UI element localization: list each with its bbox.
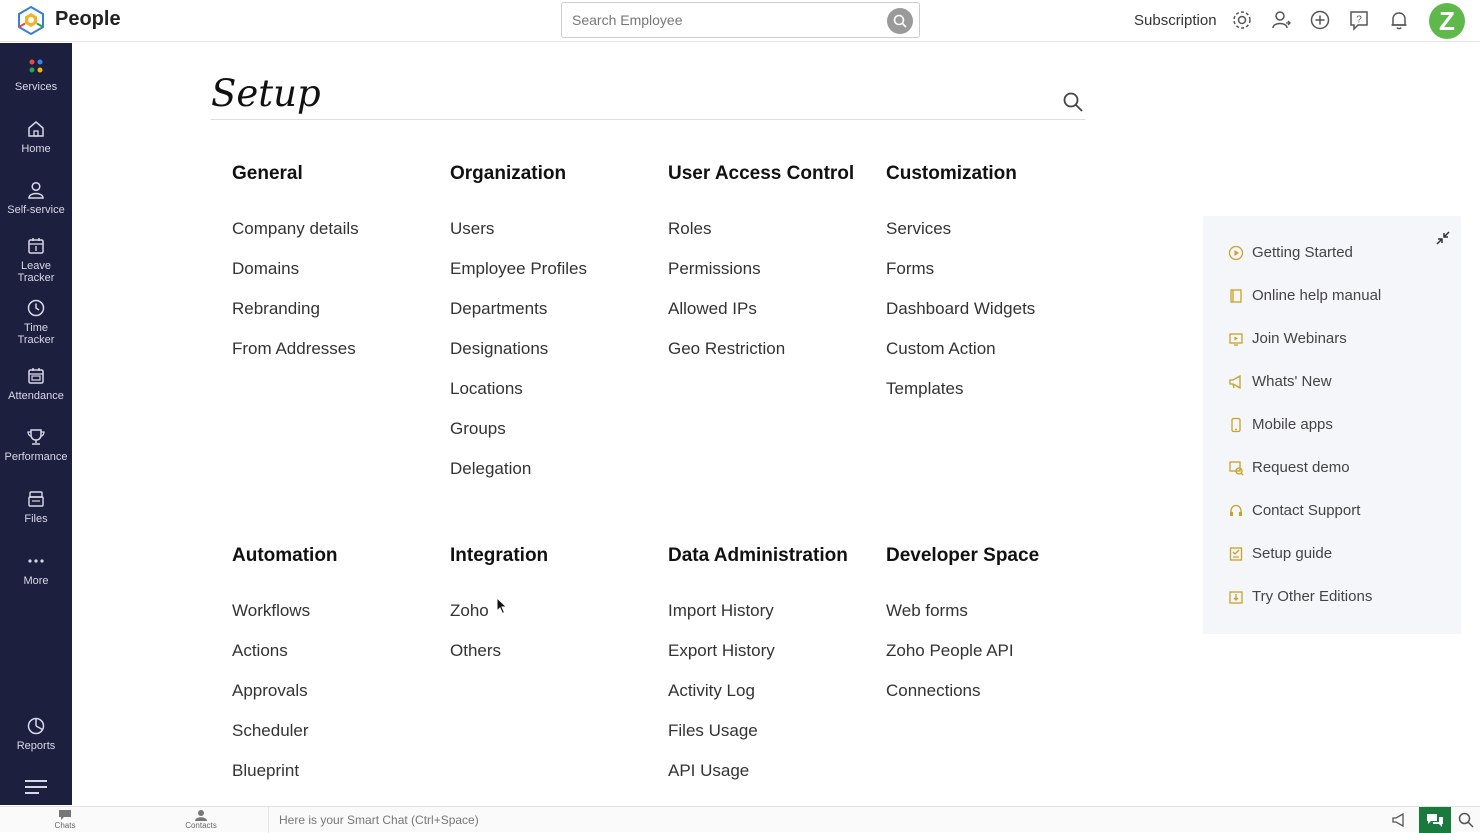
section-organization [450,163,660,499]
setup-link[interactable]: Roles [668,219,712,238]
employee-search-input[interactable] [562,3,862,37]
setup-link[interactable]: Actions [232,641,288,660]
chat-window-button[interactable] [1419,807,1451,833]
sidebar-item-more[interactable] [0,551,72,587]
setup-link[interactable]: Approvals [232,681,308,700]
section-heading: Organization [450,163,567,184]
add-circle-icon[interactable] [1309,9,1331,31]
search-button[interactable] [887,8,913,34]
pie-chart-icon [26,716,46,736]
setup-link[interactable]: From Addresses [232,339,356,358]
setup-link[interactable]: Custom Action [886,339,996,358]
headset-icon [1228,503,1244,519]
setup-link[interactable]: Domains [232,259,300,278]
sidebar-item-services[interactable] [0,57,72,93]
clock-icon [26,298,46,318]
demo-icon [1228,460,1244,476]
people-logo-icon[interactable] [16,5,46,35]
help-item-label: Whats' New [1252,373,1332,390]
section-heading: User Access Control [668,163,855,184]
setup-link[interactable]: Users [450,219,495,238]
help-item-label: Try Other Editions [1252,588,1373,605]
person-icon [26,180,46,200]
setup-link[interactable]: Templates [886,379,964,398]
page-title: Setup [211,72,321,115]
megaphone-icon [1228,374,1244,390]
help-item-label: Mobile apps [1252,416,1333,433]
setup-link[interactable]: Delegation [450,459,532,478]
setup-link[interactable]: Import History [668,601,774,620]
sidebar-item-time-tracker[interactable] [0,298,72,346]
setup-link[interactable]: Rebranding [232,299,320,318]
bottom-bar [0,806,1480,832]
help-item-label: Setup guide [1252,545,1333,562]
setup-link[interactable]: Company details [232,219,359,238]
setup-link[interactable]: Employee Profiles [450,259,588,278]
sidebar-item-reports[interactable] [0,716,72,752]
section-customization [886,163,1096,419]
services-dots-icon [26,57,46,77]
contacts-tab[interactable] [183,809,219,830]
smart-chat-input[interactable] [269,807,869,832]
setup-link[interactable]: Zoho [450,601,489,620]
contacts-icon [194,809,208,821]
setup-link[interactable]: Workflows [232,601,311,620]
setup-link[interactable]: API Usage [668,761,750,780]
setup-link[interactable]: Forms [886,259,935,278]
files-icon [26,489,46,509]
setup-link[interactable]: Services [886,219,952,238]
setup-search-icon[interactable] [1062,91,1084,113]
section-automation [232,545,442,801]
setup-link[interactable]: Departments [450,299,548,318]
setup-link[interactable]: Others [450,641,502,660]
help-item-getting-started[interactable] [1228,244,1353,261]
sidebar-item-attendance[interactable] [0,366,72,402]
gear-icon[interactable] [1231,9,1253,31]
sidebar-item-label: Attendance [8,390,64,402]
setup-link[interactable]: Web forms [886,601,968,620]
sidebar-item-self-service[interactable] [0,180,72,216]
section-heading: Developer Space [886,545,1040,566]
sidebar-item-label: Performance [4,451,68,463]
setup-link[interactable]: Permissions [668,259,761,278]
calendar-check-icon [26,366,46,386]
guide-icon [1228,546,1244,562]
book-icon [1228,288,1244,304]
help-item-contact-support[interactable] [1228,502,1360,519]
bottom-search-button[interactable] [1452,807,1480,833]
help-item-mobile-apps[interactable] [1228,416,1333,433]
help-item-setup-guide[interactable] [1228,545,1332,562]
search-icon [893,14,907,28]
help-item-label: Getting Started [1252,244,1353,261]
section-heading: Data Administration [668,545,848,566]
section-heading: Customization [886,163,1017,184]
sidebar-item-leave-tracker[interactable] [0,236,72,284]
setup-link[interactable]: Designations [450,339,549,358]
section-general [232,163,442,379]
help-item-label: Join Webinars [1252,330,1347,347]
collapse-icon[interactable] [1435,230,1451,246]
contacts-label: Contacts [185,821,217,830]
chats-tab[interactable] [50,809,80,830]
section-user-access-control [668,163,878,379]
section-developer-space [886,545,1096,721]
section-heading: Integration [450,545,549,566]
home-icon [26,119,46,139]
mouse-cursor-icon [496,597,508,615]
setup-link[interactable]: Blueprint [232,761,300,780]
help-item-label: Online help manual [1252,287,1382,304]
trophy-icon [26,427,46,447]
top-bar [0,0,1480,42]
sidebar-item-label: Time Tracker [17,322,55,346]
sidebar-item-files[interactable] [0,489,72,525]
title-divider [211,119,1085,120]
webinar-icon [1228,331,1244,347]
help-item-join-webinars[interactable] [1228,330,1347,347]
setup-link[interactable]: Export History [668,641,775,660]
section-heading: Automation [232,545,338,566]
app-title: People [55,8,121,30]
more-dots-icon [26,551,46,571]
sidebar-item-label: Leave Tracker [17,260,55,284]
setup-link[interactable]: Files Usage [668,721,758,740]
svg-text:?: ? [1356,14,1362,26]
help-item-label: Request demo [1252,459,1350,476]
setup-link[interactable]: Allowed IPs [668,299,757,318]
sidebar-item-label: Reports [16,740,56,752]
bell-icon[interactable] [1388,9,1410,31]
announcement-button[interactable] [1384,807,1414,833]
search-icon [1458,812,1474,828]
chats-label: Chats [54,821,76,830]
play-circle-icon [1228,245,1244,261]
sidebar-item-label: Home [21,143,51,155]
help-item-try-other-editions[interactable] [1228,588,1372,605]
calendar-icon [26,236,46,256]
setup-link[interactable]: Scheduler [232,721,309,740]
sidebar-item-home[interactable] [0,119,72,155]
sidebar-item-label: Files [24,513,48,525]
help-item-request-demo[interactable] [1228,459,1350,476]
chat-windows-icon [1426,812,1444,828]
help-item-label: Contact Support [1252,502,1361,519]
section-integration [450,545,660,681]
left-sidebar [0,43,72,805]
user-switch-icon[interactable] [1270,9,1292,31]
help-icon[interactable] [1348,9,1370,31]
mobile-icon [1228,417,1244,433]
sidebar-item-label: Self-service [7,204,65,216]
menu-toggle-icon[interactable] [25,780,47,798]
setup-link[interactable]: Geo Restriction [668,339,786,358]
sidebar-item-label: Services [14,81,58,93]
setup-link[interactable]: Groups [450,419,506,438]
setup-link[interactable]: Zoho People API [886,641,1014,660]
help-item-whats-new[interactable] [1228,373,1332,390]
sidebar-item-performance[interactable] [0,427,72,463]
setup-link[interactable]: Connections [886,681,981,700]
smart-chat-bar[interactable] [268,807,1380,833]
setup-link[interactable]: Dashboard Widgets [886,299,1036,318]
chat-bubble-icon [58,809,72,821]
setup-link[interactable]: Locations [450,379,523,398]
user-avatar[interactable]: Z [1429,3,1465,39]
employee-search[interactable] [561,2,920,38]
editions-icon [1228,589,1244,605]
help-item-online-help-manual[interactable] [1228,287,1381,304]
section-heading: General [232,163,303,184]
subscription-link[interactable]: Subscription [1134,12,1217,29]
sidebar-item-label: More [23,575,49,587]
help-panel [1203,216,1461,634]
megaphone-icon [1391,812,1407,828]
setup-link[interactable]: Activity Log [668,681,755,700]
section-data-administration [668,545,878,801]
